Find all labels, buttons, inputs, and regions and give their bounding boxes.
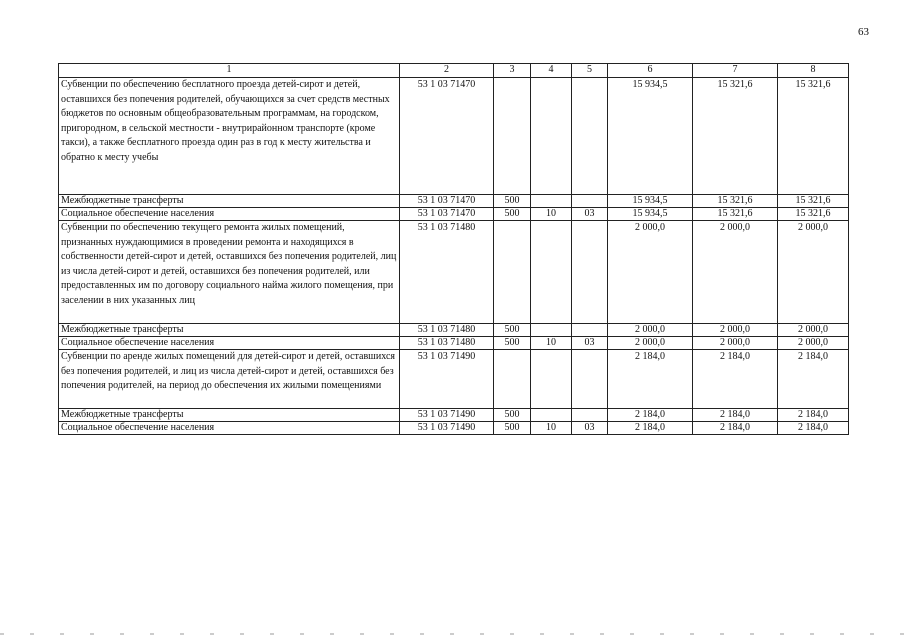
row-value-7: 15 321,6	[693, 78, 778, 195]
header-cell: 4	[531, 64, 572, 78]
header-row	[59, 64, 849, 78]
row-code: 53 1 03 71480	[400, 221, 494, 324]
row-value-8: 2 184,0	[778, 409, 849, 422]
row-code: 53 1 03 71470	[400, 195, 494, 208]
header-cell: 8	[778, 64, 849, 78]
row-value-7: 15 321,6	[693, 195, 778, 208]
row-value-7: 2 184,0	[693, 350, 778, 409]
row-col4	[531, 350, 572, 409]
row-value-7: 15 321,6	[693, 208, 778, 221]
row-code: 53 1 03 71470	[400, 78, 494, 195]
row-col4: 10	[531, 337, 572, 350]
row-value-8: 15 321,6	[778, 195, 849, 208]
row-col5: 03	[572, 208, 608, 221]
table-row	[59, 195, 849, 208]
row-value-6: 15 934,5	[608, 195, 693, 208]
row-name: Субвенции по обеспечению бесплатного проезда детей-сирот и детей, оставшихся без попечения родителей, обучающихся за счет средств местных бюджетов по основным общеобразовательным программам, на городском, пригородном, в сельской местности - внутрирайонном транспорте (кроме такси), а также бесплатного проезда один раз в год к месту жительства и обратно к месту учебы	[59, 78, 400, 195]
table-row	[59, 409, 849, 422]
row-col3: 500	[494, 208, 531, 221]
row-col4	[531, 221, 572, 324]
header-cell: 3	[494, 64, 531, 78]
row-value-8: 2 184,0	[778, 422, 849, 435]
header-cell: 5	[572, 64, 608, 78]
row-code: 53 1 03 71490	[400, 422, 494, 435]
row-col5	[572, 409, 608, 422]
row-col3	[494, 221, 531, 324]
row-code: 53 1 03 71470	[400, 208, 494, 221]
row-col5	[572, 324, 608, 337]
row-code: 53 1 03 71480	[400, 337, 494, 350]
row-col3: 500	[494, 409, 531, 422]
row-code: 53 1 03 71490	[400, 350, 494, 409]
table-row	[59, 337, 849, 350]
row-col4	[531, 195, 572, 208]
row-name: Межбюджетные трансферты	[59, 195, 400, 208]
row-value-6: 15 934,5	[608, 208, 693, 221]
row-col5	[572, 350, 608, 409]
row-value-6: 2 184,0	[608, 409, 693, 422]
row-name: Межбюджетные трансферты	[59, 409, 400, 422]
row-name: Социальное обеспечение населения	[59, 208, 400, 221]
row-name: Субвенции по аренде жилых помещений для детей-сирот и детей, оставшихся без попечения родителей, и лиц из числа детей-сирот и детей, оставшихся без попечения родителей, на период до обеспечения их жилыми помещениями	[59, 350, 400, 409]
row-col5	[572, 195, 608, 208]
row-value-6: 2 184,0	[608, 422, 693, 435]
table-row	[59, 208, 849, 221]
table-row	[59, 324, 849, 337]
header-cell: 2	[400, 64, 494, 78]
row-value-7: 2 000,0	[693, 324, 778, 337]
row-value-8: 2 184,0	[778, 350, 849, 409]
row-value-6: 2 000,0	[608, 337, 693, 350]
row-col4	[531, 78, 572, 195]
row-col3: 500	[494, 337, 531, 350]
row-value-8: 2 000,0	[778, 337, 849, 350]
row-value-8: 15 321,6	[778, 78, 849, 195]
row-col5	[572, 78, 608, 195]
row-value-7: 2 000,0	[693, 221, 778, 324]
header-cell: 7	[693, 64, 778, 78]
row-name: Социальное обеспечение населения	[59, 337, 400, 350]
row-col3: 500	[494, 422, 531, 435]
row-code: 53 1 03 71480	[400, 324, 494, 337]
row-col4	[531, 409, 572, 422]
row-col3	[494, 78, 531, 195]
page-number: 63	[858, 26, 869, 38]
scan-edge-artifact	[0, 633, 905, 635]
row-value-6: 2 184,0	[608, 350, 693, 409]
table-row	[59, 350, 849, 409]
row-col5: 03	[572, 422, 608, 435]
row-col5	[572, 221, 608, 324]
row-name: Межбюджетные трансферты	[59, 324, 400, 337]
row-code: 53 1 03 71490	[400, 409, 494, 422]
row-col3: 500	[494, 324, 531, 337]
row-value-7: 2 184,0	[693, 409, 778, 422]
row-value-6: 2 000,0	[608, 324, 693, 337]
row-col3: 500	[494, 195, 531, 208]
row-name: Субвенции по обеспечению текущего ремонта жилых помещений, признанных нуждающимися в проведении ремонта и находящихся в собственности детей-сирот и детей, оставшихся без попечения родителей, лиц из числа детей-сирот и детей, оставшихся без попечения родителей, или предоставленных им по договору социального найма жилого помещения, при заселении в них указанных лиц	[59, 221, 400, 324]
budget-table	[58, 63, 849, 435]
row-value-6: 2 000,0	[608, 221, 693, 324]
row-value-7: 2 000,0	[693, 337, 778, 350]
row-col4: 10	[531, 422, 572, 435]
row-value-8: 2 000,0	[778, 324, 849, 337]
header-cell: 1	[59, 64, 400, 78]
row-value-8: 2 000,0	[778, 221, 849, 324]
table-row	[59, 221, 849, 324]
row-name: Социальное обеспечение населения	[59, 422, 400, 435]
row-value-8: 15 321,6	[778, 208, 849, 221]
row-col5: 03	[572, 337, 608, 350]
table-row	[59, 78, 849, 195]
row-col4: 10	[531, 208, 572, 221]
row-col3	[494, 350, 531, 409]
table-row	[59, 422, 849, 435]
row-value-7: 2 184,0	[693, 422, 778, 435]
header-cell: 6	[608, 64, 693, 78]
row-value-6: 15 934,5	[608, 78, 693, 195]
row-col4	[531, 324, 572, 337]
